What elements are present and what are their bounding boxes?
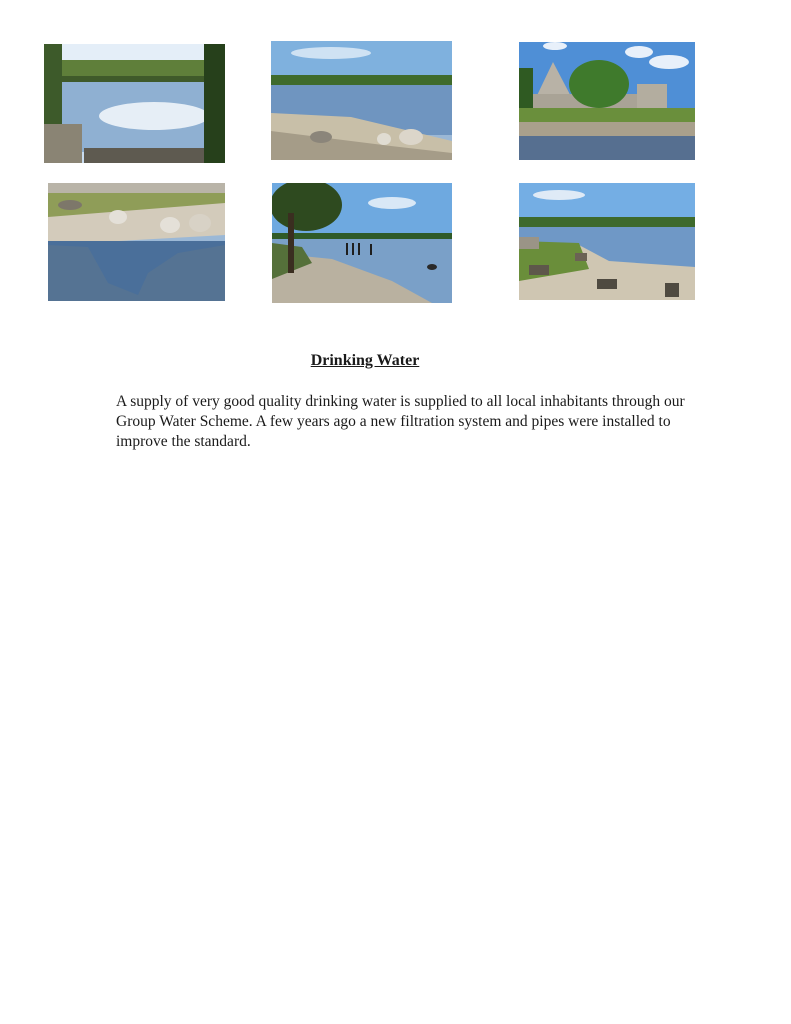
photo-picnic-shore bbox=[519, 183, 695, 300]
photo-church-ruin bbox=[519, 42, 695, 160]
section-heading: Drinking Water bbox=[310, 352, 420, 369]
photo-lake-reflection bbox=[44, 44, 225, 163]
photo-lakeshore-rocks bbox=[271, 41, 452, 160]
section-paragraph: A supply of very good quality drinking water is supplied to all local inhabitants through our Group Water Scheme. A few years ago a new filtration system and pipes were installed to improve the standard. bbox=[116, 393, 685, 450]
photo-walkers-shore bbox=[272, 183, 452, 303]
photo-shore-path bbox=[48, 183, 225, 301]
